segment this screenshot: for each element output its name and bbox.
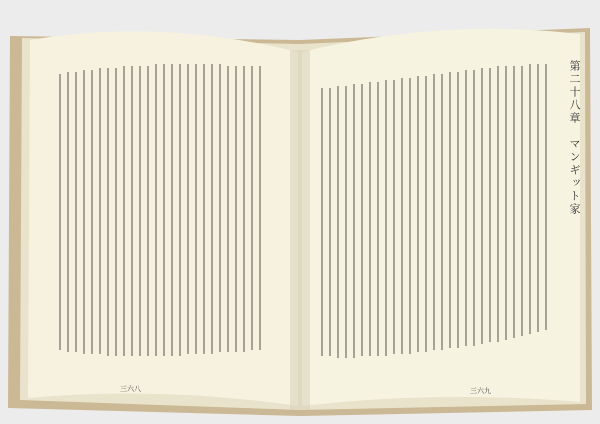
chapter-heading: 第二十八章 マンギット家 — [568, 60, 581, 216]
left-page-number: 三六八 — [120, 385, 141, 393]
gutter-shadow — [290, 50, 310, 410]
right-page-number: 三六九 — [470, 387, 491, 395]
